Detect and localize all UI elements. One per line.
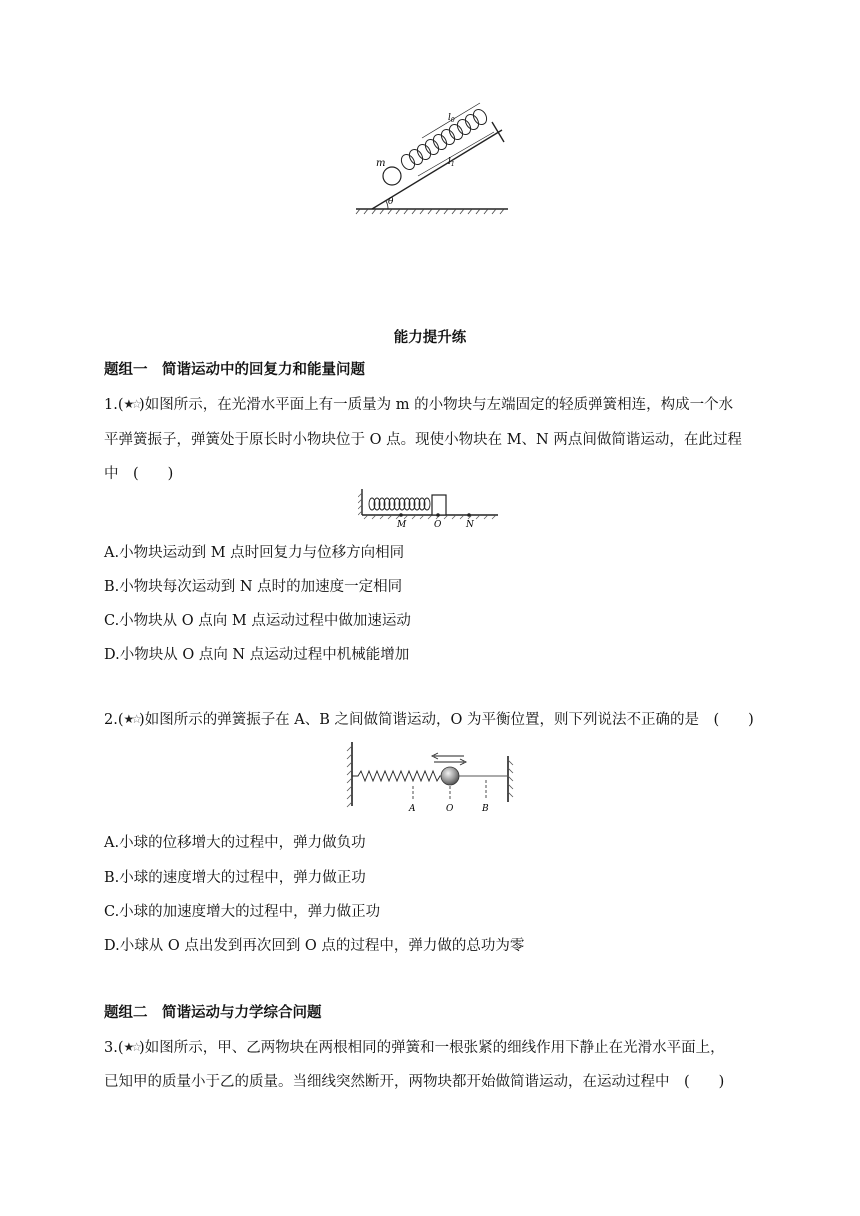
q1-stem-line3: 中 ( )	[104, 466, 174, 482]
q1-option-a: A.小物块运动到 M 点时回复力与位移方向相同	[104, 545, 405, 561]
horizontal-spring-block-figure	[358, 487, 500, 529]
q2-stem: 2.(★☆)如图所示的弹簧振子在 A、B 之间做简谐运动，O 为平衡位置，则下列说法不正确的是 ( )	[104, 712, 754, 728]
label-M: M	[397, 520, 407, 529]
q2-option-b: B.小球的速度增大的过程中，弹力做正功	[104, 870, 366, 886]
q3-stem-line2: 已知甲的质量小于乙的质量。当细线突然断开，两物块都开始做简谐运动，在运动过程中 ( )	[104, 1074, 725, 1090]
label-A: A	[409, 804, 416, 814]
group2-title: 题组二 简谐运动与力学综合问题	[104, 1005, 322, 1021]
q2-option-c: C.小球的加速度增大的过程中，弹力做正功	[104, 904, 381, 920]
spring-ball-walls-figure	[346, 740, 516, 814]
theta-label: θ	[388, 197, 394, 207]
q3-stem-line1: 3.(★☆)如图所示，甲、乙两物块在两根相同的弹簧和一根张紧的细线作用下静止在光滑水平面上，	[104, 1040, 725, 1056]
difficulty-star-icon: ★☆	[123, 397, 140, 411]
q1-option-c: C.小物块从 O 点向 M 点运动过程中做加速运动	[104, 613, 411, 629]
q1-stem-line2: 平弹簧振子，弹簧处于原长时小物块位于 O 点。现使小物块在 M、N 两点间做简谐运动，在此过程	[104, 432, 742, 448]
q1-stem-line1: 1.(★☆)如图所示，在光滑水平面上有一质量为 m 的小物块与左端固定的轻质弹簧相连，构成一个水	[104, 397, 734, 413]
q1-option-b: B.小物块每次运动到 N 点时的加速度一定相同	[104, 579, 403, 595]
label-N: N	[466, 520, 474, 529]
l0-label: $l_0$	[448, 113, 455, 124]
section-title: 能力提升练	[393, 330, 467, 346]
label-B: B	[482, 804, 489, 814]
l1-label: $l_1$	[448, 157, 455, 168]
q2-option-a: A.小球的位移增大的过程中，弹力做负功	[104, 835, 366, 851]
label-O: O	[446, 804, 454, 814]
mass-label: m	[376, 158, 386, 169]
label-O: O	[434, 520, 442, 529]
q1-option-d: D.小物块从 O 点向 N 点运动过程中机械能增加	[104, 647, 410, 663]
difficulty-star-icon: ★☆	[123, 712, 140, 726]
incline-spring-figure	[352, 92, 512, 218]
group1-title: 题组一 简谐运动中的回复力和能量问题	[104, 362, 365, 378]
difficulty-star-icon: ★☆	[123, 1040, 140, 1054]
q2-option-d: D.小球从 O 点出发到再次回到 O 点的过程中，弹力做的总功为零	[104, 938, 525, 954]
